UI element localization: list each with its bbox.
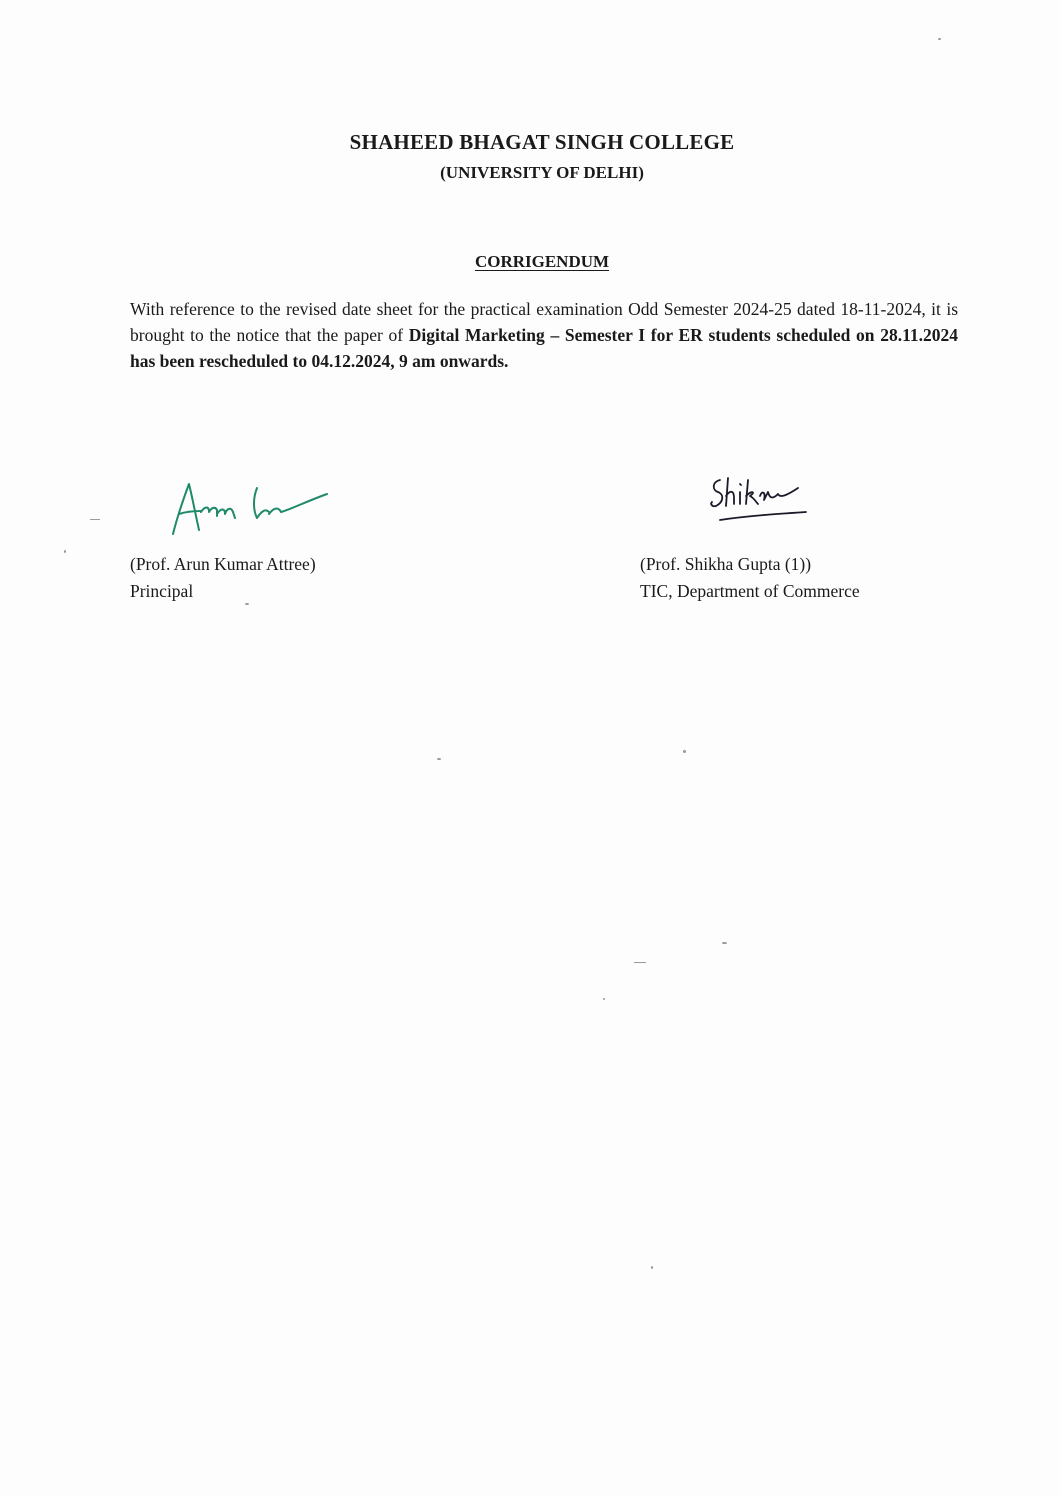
principal-name: (Prof. Arun Kumar Attree): [130, 554, 316, 574]
scan-speck: [722, 942, 727, 944]
notice-body-text: With reference to the revised date sheet for the practical examination Odd Semester 2024-25 dated 18-11-2024, it is brought to the notice that the paper of: [130, 299, 958, 345]
scan-speck: [651, 1266, 653, 1269]
college-name: SHAHEED BHAGAT SINGH COLLEGE: [349, 130, 735, 154]
tic-signatory: [640, 551, 860, 605]
tic-signature: [706, 470, 816, 528]
scan-speck: [90, 519, 100, 520]
scan-speck: [245, 603, 249, 605]
principal-title: Principal: [130, 581, 194, 601]
notice-body: [130, 296, 958, 374]
scan-speck: [634, 962, 646, 963]
scan-speck: [938, 38, 941, 40]
scan-speck: [64, 550, 66, 553]
principal-signatory: [130, 551, 316, 605]
scan-speck: [603, 998, 605, 1000]
scan-speck: [683, 750, 686, 753]
university-name: (UNIVERSITY OF DELHI): [440, 163, 644, 182]
notice-heading: CORRIGENDUM: [474, 252, 610, 271]
scan-speck: [437, 758, 441, 760]
principal-signature: [165, 478, 340, 538]
tic-title: TIC, Department of Commerce: [640, 581, 860, 601]
tic-name: (Prof. Shikha Gupta (1)): [640, 554, 812, 574]
notice-body-bold: Digital Marketing – Semester I for ER students scheduled on 28.11.2024 has been rescheduled to 04.12.2024, 9 am onwards.: [130, 325, 958, 371]
